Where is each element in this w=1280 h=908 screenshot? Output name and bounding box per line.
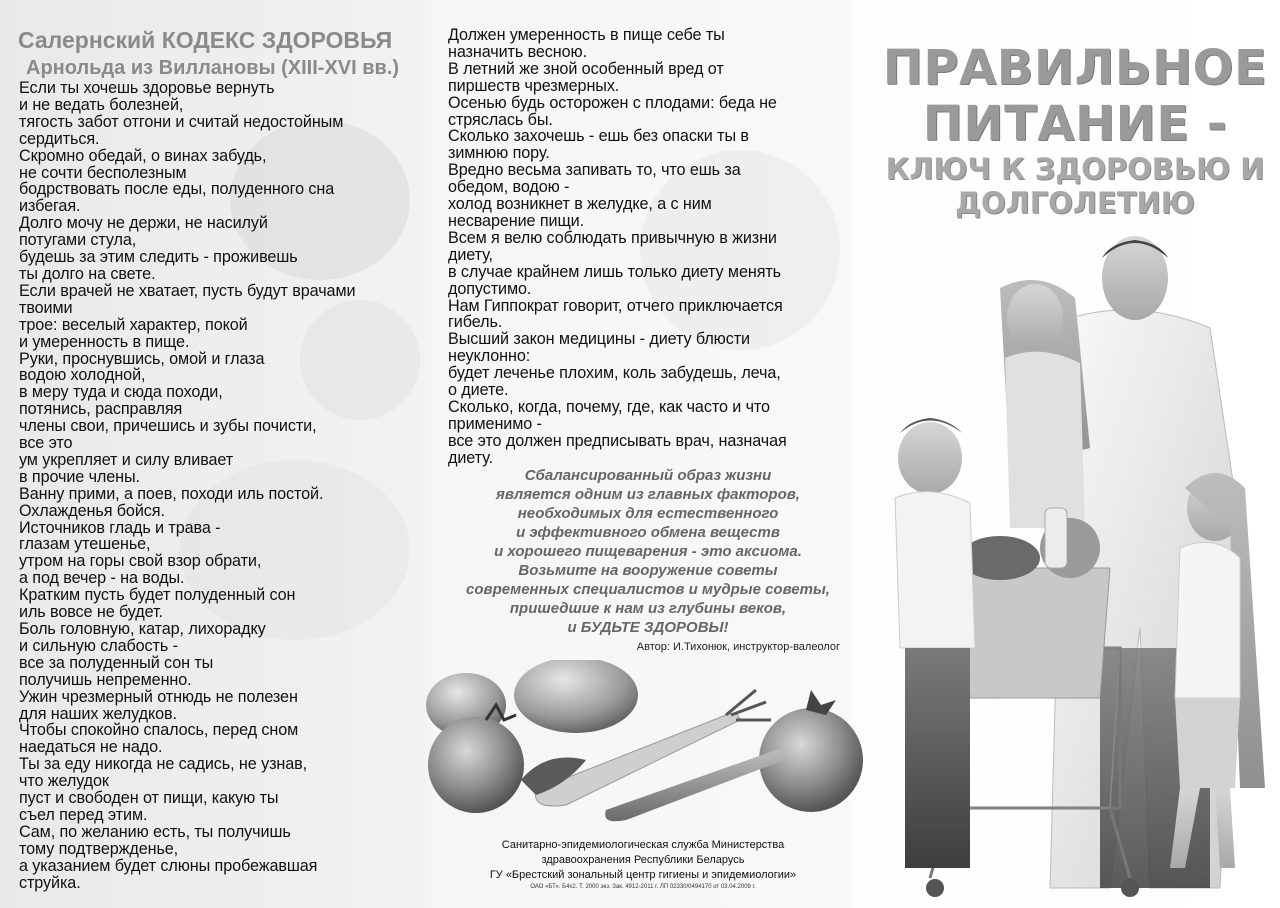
poem-line: а под вечер - на воды. <box>19 569 185 588</box>
poem-line: Долго мочу не держи, не насилуй <box>19 214 268 233</box>
poem-line: Сам, по желанию есть, ты получишь <box>19 822 291 841</box>
vegetables-image <box>426 660 866 830</box>
poem-line: Источников гладь и трава - <box>19 518 221 537</box>
poem-line: применимо - <box>448 414 542 433</box>
poem-line: наедаться не надо. <box>19 738 163 757</box>
poem-line: твоими <box>19 298 73 317</box>
mother-figure <box>1005 352 1085 528</box>
poem-line: пуст и свободен от пищи, какую ты <box>19 789 279 808</box>
poem-line: трое: веселый характер, покой <box>19 315 248 334</box>
poem-line: а указанием будет слюны пробежавшая <box>19 856 318 875</box>
poem-line: неуклонно: <box>448 347 531 366</box>
girl-shorts <box>1175 698 1240 788</box>
poem-line: холод возникнет в желудке, а с ним <box>448 195 712 214</box>
poem-line: Если врачей не хватает, пусть будут врачами <box>19 281 356 300</box>
poem-line: в случае крайнем лишь только диету менять <box>448 262 782 281</box>
poem-line: струйка. <box>19 873 81 892</box>
poem-line: Ванну прими, а поев, походи иль постой. <box>19 484 324 503</box>
footer-line: Санитарно-эпидемиологическая служба Министерства <box>501 839 785 851</box>
poem-line: Ужин чрезмерный отнюдь не полезен <box>19 687 298 706</box>
poem-line: и не ведать болезней, <box>19 95 184 114</box>
poem-line: Ты за еду никогда не садись, не узнав, <box>19 755 308 774</box>
poem-line: зимнюю пору. <box>448 144 550 163</box>
poem-line: тому подтвержденье, <box>19 839 179 858</box>
carrot-leaves-shape <box>726 690 771 720</box>
poem-line: стряслась бы. <box>448 110 553 129</box>
girl-figure <box>1175 542 1240 698</box>
poem-line: о диете. <box>448 381 509 400</box>
bag-bottle <box>1045 508 1067 568</box>
headline-line-4: ДОЛГОЛЕТИЮ <box>955 186 1195 220</box>
poem-line: Если ты хочешь здоровье вернуть <box>19 79 275 97</box>
poem-line: глазам утешенье, <box>19 535 151 554</box>
poem-line: Сколько, когда, почему, где, как часто и что <box>448 397 770 416</box>
poem-subtitle: Арнольда из Виллановы (XIII-XVI вв.) <box>26 57 400 79</box>
poem-line: потянись, расправляя <box>19 400 183 419</box>
poem-line: обедом, водою - <box>448 178 570 197</box>
poem-line: В летний же зной особенный вред от <box>448 59 724 78</box>
poem-line: несварение пищи. <box>448 211 585 230</box>
poem-line: пиршеств чрезмерных. <box>448 76 620 95</box>
quote-line: и эффективного обмена веществ <box>516 524 780 541</box>
poem-line: сердиться. <box>19 129 100 148</box>
poem-line: и умеренность в пище. <box>19 332 190 351</box>
poem-line: гибель. <box>448 313 503 332</box>
poem-line: Кратким пусть будет полуденный сон <box>19 586 296 605</box>
poem-line: в меру туда и сюда походи, <box>19 383 223 402</box>
poem-line: что желудок <box>19 772 109 791</box>
headline-line-2: ПИТАНИЕ - <box>922 96 1228 152</box>
poem-line: Охлажденья бойся. <box>19 501 165 520</box>
quote-line: и хорошего пищеварения - это аксиома. <box>494 543 802 560</box>
poem-line: Сколько захочешь - ешь без опаски ты в <box>448 127 749 146</box>
quote-line: необходимых для естественного <box>517 505 779 522</box>
boy-jeans <box>905 648 970 868</box>
poem-line: ты долго на свете. <box>19 264 156 283</box>
poem-line: Вредно весьма запивать то, что ешь за <box>448 161 741 180</box>
poem-line: Осенью будь осторожен с плодами: беда не <box>448 93 777 112</box>
poem-text-middle <box>448 27 858 467</box>
footer-line: ГУ «Брестский зональный центр гигиены и эпидемиологии» <box>489 869 797 881</box>
grocery-bag <box>960 568 1110 698</box>
poem-line: члены свои, причешись и зубы почисти, <box>19 417 317 436</box>
poem-title: Салернский КОДЕКС ЗДОРОВЬЯ <box>18 27 393 53</box>
poem-line: Боль головную, катар, лихорадку <box>19 620 266 638</box>
headline <box>870 40 1280 220</box>
poem-line: тягость забот отгони и считай недостойным <box>19 112 344 131</box>
poem-line: Должен умеренность в пище себе ты <box>448 26 725 44</box>
poem-line: утром на горы свой взор обрати, <box>19 552 262 571</box>
poem-line: все это должен предписывать врач, назначая <box>448 431 787 450</box>
poem-line: все это <box>19 434 73 453</box>
poem-line: будешь за этим следить - проживешь <box>19 248 298 267</box>
poem-line: иль вовсе не будет. <box>19 603 163 622</box>
poem-line: назначить весною. <box>448 42 587 61</box>
headline-line-1: ПРАВИЛЬНОЕ <box>882 40 1268 96</box>
poem-line: Высший закон медицины - диету блюсти <box>448 330 750 349</box>
poem-line: ум укрепляет и силу вливает <box>19 450 234 469</box>
boy-figure <box>895 492 975 648</box>
poem-line: Всем я велю соблюдать привычную в жизни <box>448 228 777 247</box>
family-photo <box>880 228 1280 908</box>
boy-head <box>898 422 962 494</box>
poem-line: диету, <box>448 245 493 264</box>
poem-line: получишь непременно. <box>19 670 192 689</box>
poem-line: диету. <box>448 448 493 467</box>
poem-line: Чтобы спокойно спалось, перед сном <box>19 721 299 740</box>
poem-line: будет леченье плохим, коль забудешь, леча, <box>448 364 781 383</box>
poem-line: потугами стула, <box>19 231 137 250</box>
poem-line: Руки, проснувшись, омой и глаза <box>19 349 265 368</box>
cart-wheel <box>926 879 944 897</box>
print-imprint: ОАО «БТ». Б4х2. Т. 2000 экз. Зак. 4912-2011 г. ЛП 02330/0494170 от 03.04.2009 г. <box>530 884 756 890</box>
poem-line: все за полуденный сон ты <box>19 653 214 672</box>
quote-line: и БУДЬТЕ ЗДОРОВЫ! <box>567 619 729 636</box>
cart-wheel <box>1121 879 1139 897</box>
quote-line: Сбалансированный образ жизни <box>524 467 772 484</box>
poem-line: и сильную слабость - <box>19 636 178 655</box>
author-credit: Автор: И.Тихонюк, инструктор-валеолог <box>636 641 840 653</box>
poem-line: бодрствовать после еды, полуденного сна <box>19 180 335 199</box>
tomato-shape <box>428 717 524 813</box>
poem-text-left <box>19 80 429 892</box>
poem-line: не сочти бесполезным <box>19 163 187 182</box>
quote-block <box>438 466 858 637</box>
poem-line: Нам Гиппократ говорит, отчего приключается <box>448 296 783 315</box>
poem-line: избегая. <box>19 197 81 216</box>
mother-head <box>1007 284 1063 352</box>
footer-line: здравоохранения Республики Беларусь <box>541 854 745 866</box>
quote-line: пришедшие к нам из глубины веков, <box>509 600 787 617</box>
quote-line: является одним из главных факторов, <box>496 486 800 503</box>
quote-line: Возьмите на вооружение советы <box>518 562 778 579</box>
headline-line-3: КЛЮЧ К ЗДОРОВЬЮ И <box>885 152 1265 186</box>
poem-line: для наших желудков. <box>19 704 177 723</box>
poem-line: в прочие члены. <box>19 467 140 486</box>
pepper-shape <box>514 660 638 733</box>
poem-line: Скромно обедай, о винах забудь, <box>19 146 267 165</box>
poem-line: съел перед этим. <box>19 805 148 824</box>
poem-line: допустимо. <box>448 279 532 298</box>
quote-line: современных специалистов и мудрые советы, <box>466 581 830 598</box>
organization-footer <box>438 838 848 883</box>
poem-line: водою холодной, <box>19 366 146 385</box>
